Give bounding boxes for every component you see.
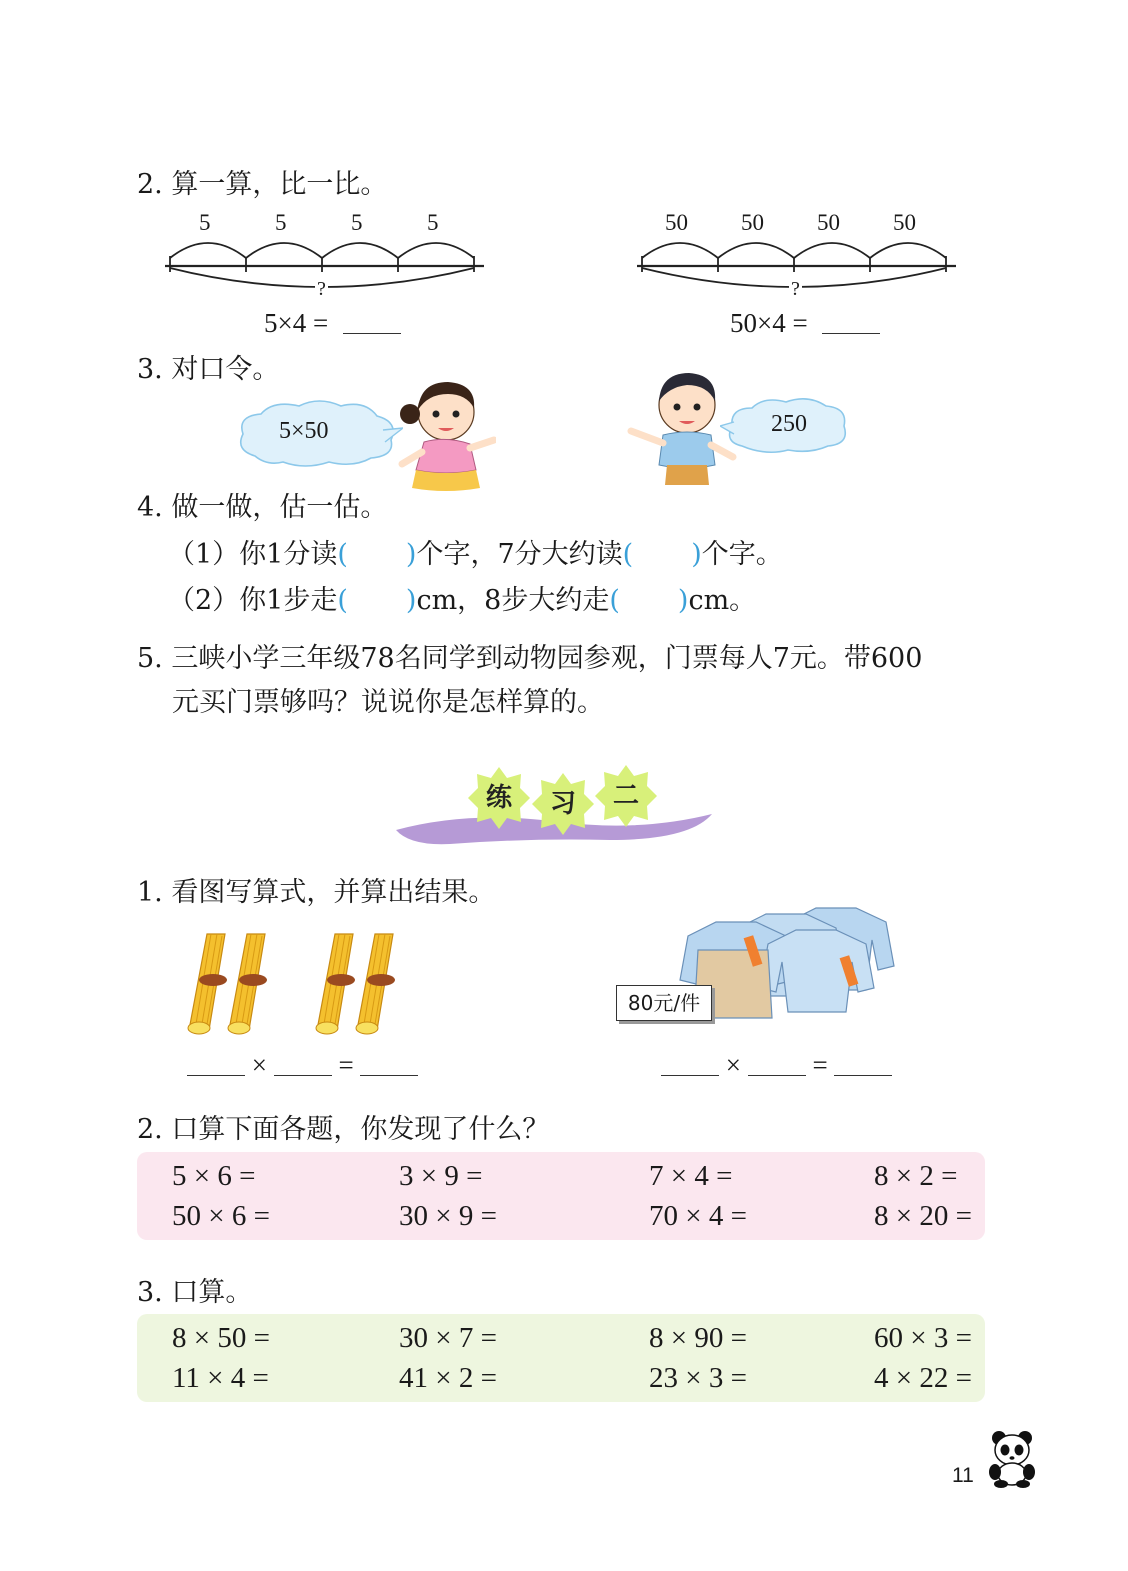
oral-problem: 30 × 7 = [399,1322,497,1354]
close-paren: ) [405,539,417,570]
answer-blank[interactable] [343,331,401,334]
times-sign: × [251,1050,267,1080]
section-badge-3 [594,764,658,828]
seg-label: 50 [665,210,688,235]
equals-sign: = [812,1050,828,1080]
oral-problem: 11 × 4 = [172,1362,269,1394]
section-char: 练 [485,783,512,813]
ex1-title: 1. 看图写算式，并算出结果。 [137,877,496,908]
q5-line2: 元买门票够吗？说说你是怎样算的。 [172,687,604,718]
q2-title: 2. 算一算，比一比。 [137,169,388,200]
section-badge-1 [467,766,531,830]
oral-problem: 8 × 90 = [649,1322,747,1354]
seg-label: 5 [351,210,363,235]
times-sign: × [725,1050,741,1080]
equation-text: 5×4 = [264,308,329,338]
section-badge-2 [531,772,595,836]
oral-problem: 41 × 2 = [399,1362,497,1394]
seg-label: 50 [893,210,916,235]
product-blank[interactable] [834,1073,892,1076]
close-paren: ) [405,585,417,616]
oral-problem: 8 × 2 = [874,1160,958,1192]
ex3-panel [137,1314,985,1402]
close-paren: ) [691,539,702,570]
panda-icon [985,1428,1039,1488]
item2-text-c: cm。 [688,585,757,616]
oral-problem: 23 × 3 = [649,1362,747,1394]
price-tag: 80元/件 [616,985,712,1021]
bubble-right-text: 250 [771,411,807,437]
factor-blank[interactable] [661,1073,719,1076]
open-paren: ( [337,585,348,616]
oral-problem: 5 × 6 = [172,1160,256,1192]
q4-item1 [168,538,783,572]
seg-label: 5 [199,210,211,235]
q5-line1: 5. 三峡小学三年级78名同学到动物园参观，门票每人7元。带600 [137,643,923,674]
open-paren: ( [609,585,620,616]
equation-left [264,306,401,340]
item1-text-c: 个字。 [701,539,783,570]
page-number: 11 [952,1464,974,1487]
answer-blank[interactable] [822,331,880,334]
equation-text: 50×4 = [730,308,808,338]
oral-problem: 50 × 6 = [172,1200,270,1232]
equation-right [730,306,880,340]
q4-item2 [168,584,756,618]
ex3-title: 3. 口算。 [137,1277,253,1308]
bubble-left-text: 5×50 [279,418,329,444]
girl-illustration-icon [396,372,496,492]
oral-problem: 4 × 22 = [874,1362,972,1394]
oral-problem: 7 × 4 = [649,1160,733,1192]
oral-problem: 60 × 3 = [874,1322,972,1354]
close-paren: ) [677,585,689,616]
factor-blank[interactable] [748,1073,806,1076]
stick-bundles-icon [185,930,425,1035]
arc-2 [246,243,322,258]
section-char: 二 [612,781,639,811]
question-mark: ? [317,278,326,300]
oral-problem: 30 × 9 = [399,1200,497,1232]
factor-blank[interactable] [187,1073,245,1076]
question-mark: ? [791,278,800,300]
open-paren: ( [337,539,348,570]
ex2-title: 2. 口算下面各题，你发现了什么？ [137,1114,550,1145]
oral-problem: 8 × 50 = [172,1322,270,1354]
q3-title: 3. 对口令。 [137,354,280,385]
section-char: 习 [549,789,576,819]
oral-problem: 70 × 4 = [649,1200,747,1232]
item1-text-a: （1）你1分读 [168,539,338,570]
arc-3 [322,243,398,258]
q4-title: 4. 做一做，估一估。 [137,492,388,523]
oral-problem: 3 × 9 = [399,1160,483,1192]
item1-text-b: 个字，7分大约读 [416,539,623,570]
factor-blank[interactable] [274,1073,332,1076]
item2-text-a: （2）你1步走 [168,585,338,616]
seg-label: 5 [427,210,439,235]
ex1-right-equation [661,1048,892,1082]
seg-label: 50 [817,210,840,235]
product-blank[interactable] [360,1073,418,1076]
ex2-panel [137,1152,985,1240]
arc-1 [170,243,246,258]
oral-problem: 8 × 20 = [874,1200,972,1232]
item2-text-b: cm，8步大约走 [416,585,610,616]
equals-sign: = [338,1050,354,1080]
open-paren: ( [622,539,634,570]
ex1-left-equation [187,1048,418,1082]
seg-label: 5 [275,210,287,235]
arc-4 [398,243,474,258]
seg-label: 50 [741,210,764,235]
